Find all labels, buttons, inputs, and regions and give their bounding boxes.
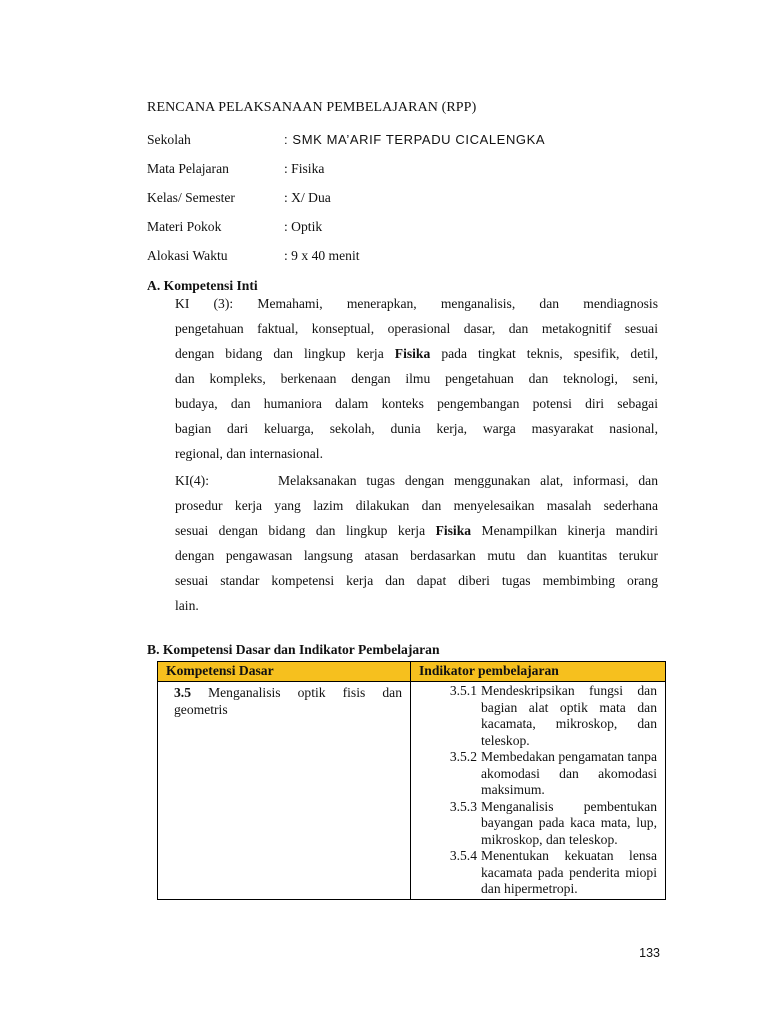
ki4-line: KI(4): Melaksanakan tugas dengan menggunakan alat, informasi, dan xyxy=(175,473,658,488)
bold-subject-word: Fisika xyxy=(435,523,472,538)
competency-table xyxy=(157,661,666,900)
indicator-item xyxy=(413,749,657,799)
section-b-heading: B. Kompetensi Dasar dan Indikator Pembelajaran xyxy=(147,642,440,657)
ki4-line: lain. xyxy=(175,598,199,613)
ki3-paragraph xyxy=(175,291,658,466)
indicator-item xyxy=(413,848,657,898)
kd-cell xyxy=(158,682,411,900)
identity-label: Mata Pelajaran xyxy=(147,161,229,176)
indicator-number: 3.5.1 xyxy=(449,683,477,698)
indicator-item xyxy=(413,799,657,849)
ki3-line: budaya, dan humaniora dalam konteks pengembangan potensi diri sebagai xyxy=(175,396,658,411)
identity-value: : 9 x 40 menit xyxy=(284,248,360,263)
column-header-indikator: Indikator pembelajaran xyxy=(411,662,666,682)
document-title: RENCANA PELAKSANAAN PEMBELAJARAN (RPP) xyxy=(147,100,477,115)
identity-label: Kelas/ Semester xyxy=(147,190,235,205)
kd-description: Menganalisis optik fisis dan geometris xyxy=(174,685,402,717)
section-a-heading: A. Kompetensi Inti xyxy=(147,278,258,293)
ki3-line: pengetahuan faktual, konseptual, operasional dasar, dan metakognitif sesuai xyxy=(175,321,658,336)
indicator-number: 3.5.2 xyxy=(449,749,477,764)
indicator-number: 3.5.4 xyxy=(449,848,477,863)
page-number: 133 xyxy=(639,946,660,960)
bold-subject-word: Fisika xyxy=(394,346,431,361)
ki3-line: dengan bidang dan lingkup kerja Fisika pada tingkat teknis, spesifik, detil, xyxy=(175,346,658,361)
column-header-kompetensi-dasar: Kompetensi Dasar xyxy=(158,662,411,682)
table-row xyxy=(158,682,666,900)
indicator-text: Menentukan kekuatan lensa kacamata pada penderita miopi dan hipermetropi. xyxy=(481,848,657,896)
ki3-line: KI (3): Memahami, menerapkan, menganalisis, dan mendiagnosis xyxy=(175,296,658,311)
ki3-line: regional, dan internasional. xyxy=(175,446,323,461)
indicator-item xyxy=(413,683,657,749)
ki3-line: bagian dari keluarga, sekolah, dunia kerja, warga masyarakat nasional, xyxy=(175,421,658,436)
ki4-line: prosedur kerja yang lazim dilakukan dan menyelesaikan masalah sederhana xyxy=(175,498,658,513)
identity-label: Materi Pokok xyxy=(147,219,222,234)
identity-value: : Fisika xyxy=(284,161,325,176)
kd-text xyxy=(174,684,402,718)
indicator-text: Mendeskripsikan fungsi dan bagian alat optik mata dan kacamata, mikroskop, dan teleskop. xyxy=(481,683,657,748)
ki3-line: dan kompleks, berkenaan dengan ilmu pengetahuan dan teknologi, seni, xyxy=(175,371,658,386)
indicator-cell xyxy=(411,682,666,900)
identity-label: Sekolah xyxy=(147,132,191,147)
identity-value: : X/ Dua xyxy=(284,190,331,205)
ki4-line: sesuai dengan bidang dan lingkup kerja Fisika Menampilkan kinerja mandiri xyxy=(175,523,658,538)
kd-number: 3.5 xyxy=(174,685,191,700)
indicator-text: Menganalisis pembentukan bayangan pada kaca mata, lup, mikroskop, dan teleskop. xyxy=(481,798,657,847)
identity-value: : SMK MA’ARIF TERPADU CICALENGKA xyxy=(284,132,546,147)
identity-label: Alokasi Waktu xyxy=(147,248,228,263)
identity-value: : Optik xyxy=(284,219,323,234)
table-header-row xyxy=(158,662,666,682)
ki4-line: sesuai standar kompetensi kerja dan dapat diberi tugas membimbing orang xyxy=(175,573,658,588)
indicator-text: Membedakan pengamatan tanpa akomodasi dan akomodasi maksimum. xyxy=(481,749,657,797)
ki4-paragraph xyxy=(175,468,658,618)
indicator-number: 3.5.3 xyxy=(449,798,477,814)
ki4-line: dengan pengawasan langsung atasan berdasarkan mutu dan kuantitas terukur xyxy=(175,548,658,563)
